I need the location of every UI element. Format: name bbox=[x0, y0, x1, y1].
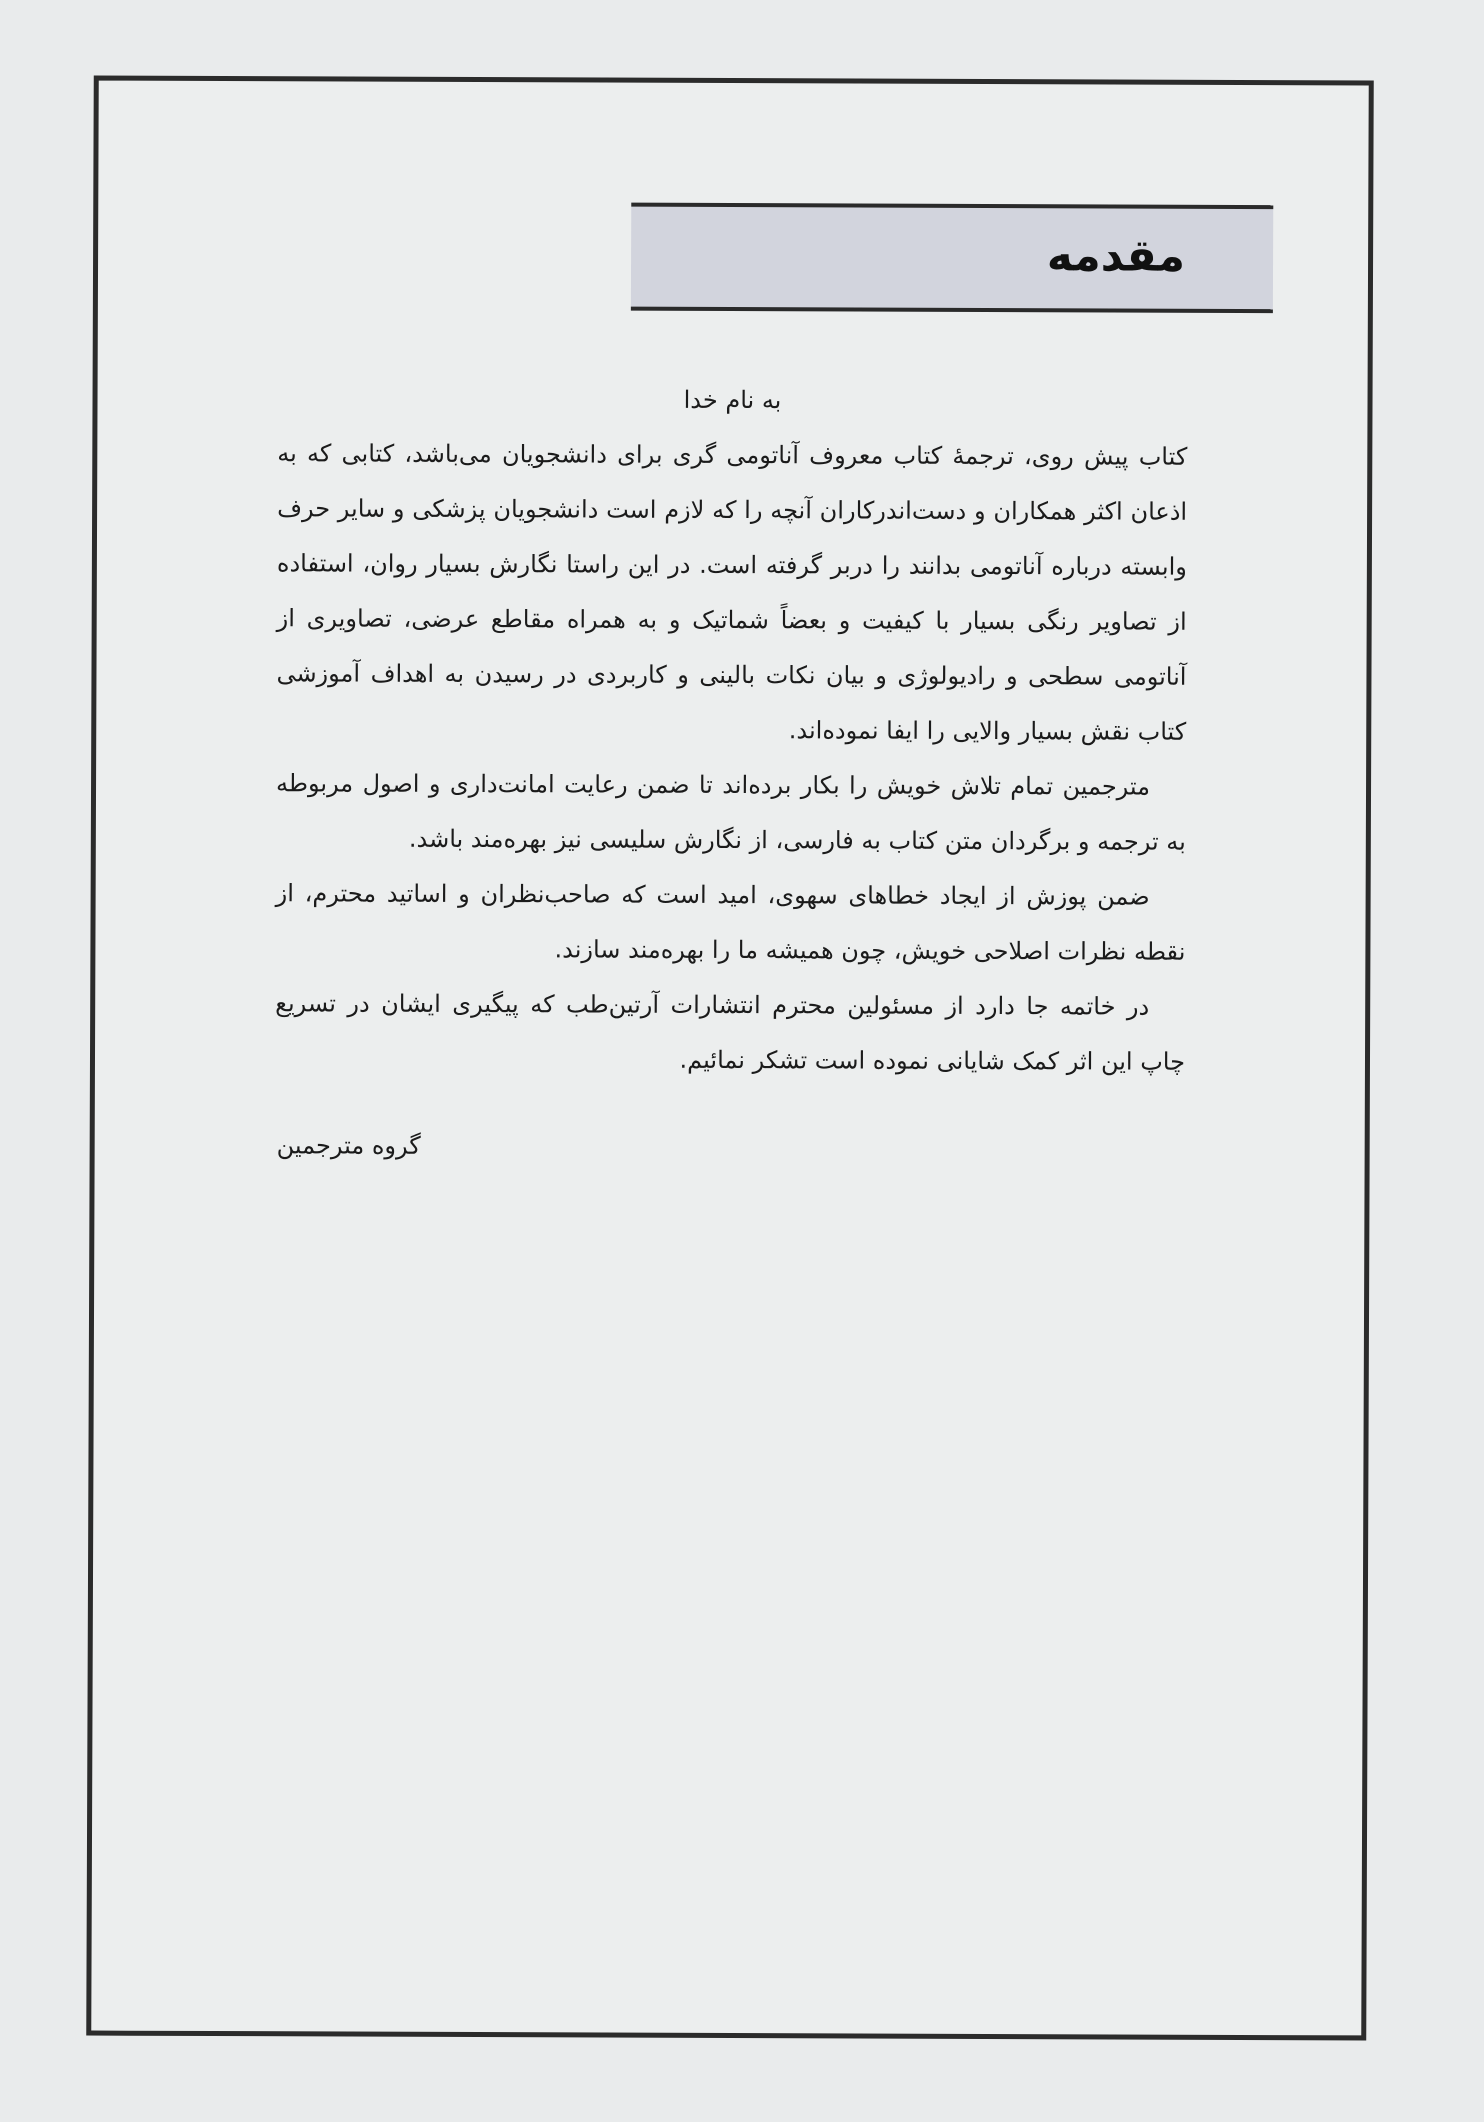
paragraph-4: در خاتمه جا دارد از مسئولین محترم انتشارات آرتین‌طب که پیگیری ایشان در تسریع چاپ این اثر کمک شایانی نموده است تشکر نمائیم. bbox=[275, 989, 1186, 1076]
paragraph-1: کتاب پیش روی، ترجمهٔ کتاب معروف آناتومی گری برای دانشجویان می‌باشد، کتابی که به اذعان اکثر همکاران و دست‌اندرکاران آنچه را که لازم است دانشجویان پزشکی و سایر حرف وابسته درباره آناتومی بدانند را دربر گرفته است. در این راستا نگارش بسیار روان، استفاده از تصاویر رنگی بسیار با کیفیت و بعضاً شماتیک و به همراه مقاطع عرضی، تصاویری از آناتومی سطحی و رادیولوژی و بیان نکات بالینی و کاربردی در رسیدن به اهداف آموزشی کتاب نقش بسیار والایی را ایفا نموده‌اند. bbox=[276, 439, 1188, 746]
page-title: مقدمه bbox=[1046, 230, 1186, 282]
title-box bbox=[631, 203, 1273, 313]
signature: گروه مترجمین bbox=[276, 1131, 421, 1160]
paragraph-3: ضمن پوزش از ایجاد خطاهای سهوی، امید است که صاحب‌نظران و اساتید محترم، از نقطه نظرات اصلاحی خویش، چون همیشه ما را بهره‌مند سازند. bbox=[275, 879, 1186, 966]
body-text bbox=[275, 371, 1188, 1089]
page-frame bbox=[86, 76, 1374, 2041]
basmala-line: به نام خدا bbox=[683, 385, 782, 415]
paragraph-2: مترجمین تمام تلاش خویش را بکار برده‌اند تا ضمن رعایت امانت‌داری و اصول مربوطه به ترجمه و برگردان متن کتاب به فارسی، از نگارش سلیسی نیز بهره‌مند باشد. bbox=[275, 769, 1186, 856]
